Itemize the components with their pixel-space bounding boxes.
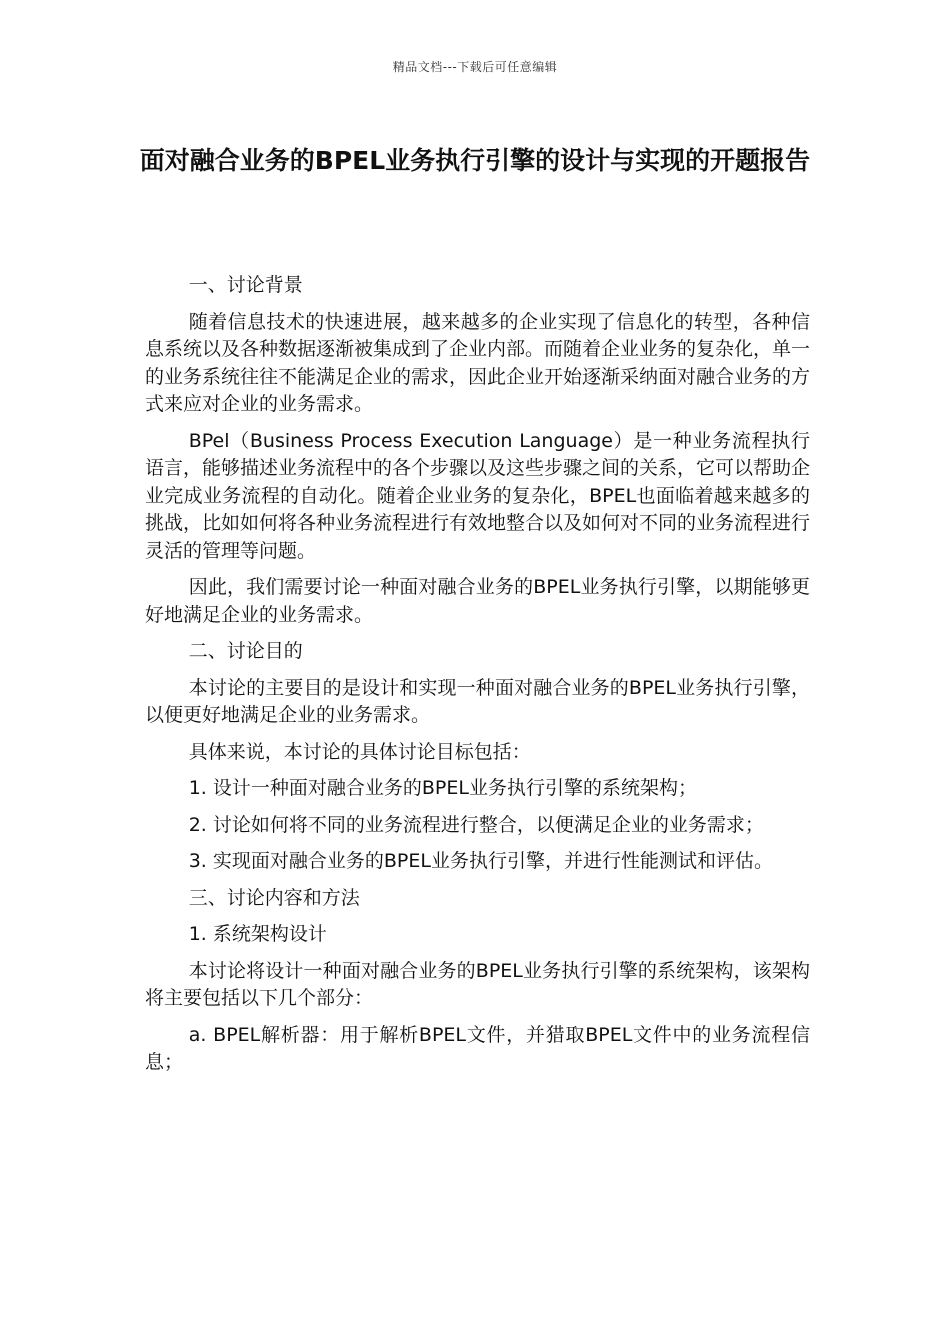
section-heading-purpose: 二、讨论目的: [188, 640, 303, 662]
list-item-parser: a. BPEL解析器：用于解析BPEL文件，并猎取BPEL文件中的业务流程信息；: [145, 1023, 810, 1073]
paragraph-architecture: 本讨论将设计一种面对融合业务的BPEL业务执行引擎的系统架构，该架构将主要包括以下几个部分：: [145, 959, 810, 1009]
section-heading-background: 一、讨论背景: [188, 274, 303, 296]
list-item-goal-3: 3. 实现面对融合业务的BPEL业务执行引擎，并进行性能测试和评估。: [188, 850, 773, 872]
subheading-architecture: 1. 系统架构设计: [188, 923, 327, 945]
paragraph-background-1: 随着信息技术的快速进展，越来越多的企业实现了信息化的转型，各种信息系统以及各种数据逐渐被集成到了企业内部。而随着企业业务的复杂化，单一的业务系统往往不能满足企业的需求，因此企业开始逐渐采纳面对融合业务的方式来应对企业的业务需求。: [145, 310, 811, 415]
paragraph-background-2: BPel（Business Process Execution Language）是一种业务流程执行语言，能够描述业务流程中的各个步骤以及这些步骤之间的关系，它可以帮助企业完成业务流程的自动化。随着企业业务的复杂化，BPEL也面临着越来越多的挑战，比如如何将各种业务流程进行有效地整合以及如何对不同的业务流程进行灵活的管理等问题。: [145, 429, 811, 562]
document-body: [145, 272, 810, 1086]
paragraph-purpose-1: 本讨论的主要目的是设计和实现一种面对融合业务的BPEL业务执行引擎，以便更好地满足企业的业务需求。: [145, 676, 810, 726]
section-heading-methods: 三、讨论内容和方法: [188, 886, 360, 909]
paragraph-purpose-2: 具体来说，本讨论的具体讨论目标包括：: [188, 740, 531, 763]
paragraph-background-3: 因此，我们需要讨论一种面对融合业务的BPEL业务执行引擎，以期能够更好地满足企业的业务需求。: [145, 576, 810, 626]
document-title: 面对融合业务的BPEL业务执行引擎的设计与实现的开题报告: [139, 146, 811, 175]
list-item-goal-1: 1. 设计一种面对融合业务的BPEL业务执行引擎的系统架构；: [188, 777, 697, 799]
list-item-goal-2: 2. 讨论如何将不同的业务流程进行整合，以便满足企业的业务需求；: [188, 813, 764, 836]
header-note: 精品文档---下载后可任意编辑: [392, 60, 558, 74]
